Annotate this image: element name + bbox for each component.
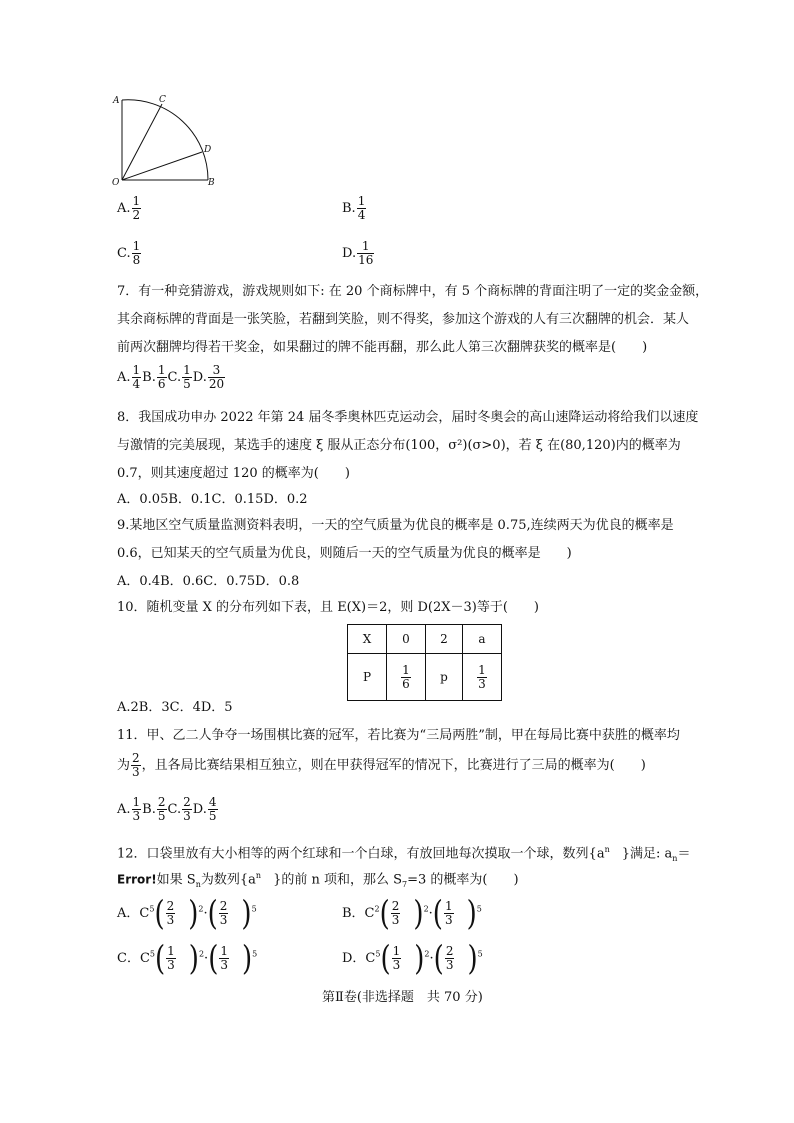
q8-line-1: 8．我国成功申办 2022 年第 24 届冬季奥林匹克运动会，届时冬奥会的高山速降运动将给我们以速度 <box>117 410 699 425</box>
q6-option-b: B. $\frac{1}{4}$ <box>342 194 366 222</box>
q6-option-c: C. $\frac{1}{8}$ <box>117 239 141 267</box>
label-a: A <box>113 96 120 106</box>
table-cell: 2 <box>426 625 463 654</box>
q11-line-2: 为 $\frac{2}{3}$ ，且各局比赛结果相互独立，则在甲获得冠军的情况下，比赛进行了三局的概率为( ) <box>117 751 646 779</box>
table-cell: 0 <box>387 625 426 654</box>
q12-option-a: A．$C^5$( $\frac{2}{3}$ )$^2$·( $\frac{2}{3}$ )$^5$ <box>117 894 257 933</box>
label-d: D <box>204 145 212 155</box>
error-text: Error! <box>117 872 157 887</box>
table-cell: $\frac{1}{6}$ <box>387 654 426 701</box>
q7-line-2: 其余商标牌的背面是一张笑脸，若翻到笑脸，则不得奖，参加这个游戏的人有三次翻牌的机会．某人 <box>117 312 690 327</box>
q12-option-c: C．$C^5$( $\frac{1}{3}$ )$^2$·( $\frac{1}{3}$ )$^5$ <box>117 939 258 978</box>
section-title: 第Ⅱ卷(非选择题 共 70 分) <box>322 990 483 1005</box>
q6-option-a: A. $\frac{1}{2}$ <box>117 194 141 222</box>
q8-line-2: 与激情的完美展现，某选手的速度 ξ 服从正态分布(100，σ²)(σ>0)，若 ξ 在(80,120)内的概率为 <box>117 438 681 453</box>
table-cell: p <box>426 654 463 701</box>
q9-line-1: 9.某地区空气质量监测资料表明，一天的空气质量为优良的概率是 0.75,连续两天为优良的概率是 <box>117 518 674 533</box>
q9-line-2: 0.6，已知某天的空气质量为优良，则随后一天的空气质量为优良的概率是 ) <box>117 546 572 561</box>
q12-line-2: Error!如果 $S_n$为数列{$a^n$ }的前 n 项和，那么 $S_7=3$ 的概率为( ) <box>117 871 519 889</box>
label-o: O <box>112 178 120 188</box>
label-b: B <box>208 178 215 188</box>
q11-options: A. $\frac{1}{3}$ B. $\frac{2}{5}$ C. $\frac{2}{3}$ D. $\frac{4}{5}$ <box>117 795 217 823</box>
quarter-circle-figure <box>112 92 222 188</box>
table-cell: a <box>463 625 502 654</box>
q9-options: A．0.4B．0.6C．0.75D．0.8 <box>117 574 300 589</box>
q6-option-d: D. $\frac{1}{16}$ <box>342 239 374 267</box>
table-cell: X <box>348 625 387 654</box>
table-cell: $\frac{1}{3}$ <box>463 654 502 701</box>
label-c: C <box>159 95 166 105</box>
q7-options: A. $\frac{1}{4}$ B. $\frac{1}{6}$ C. $\frac{1}{5}$ D. $\frac{3}{20}$ <box>117 363 225 391</box>
arc-ab <box>122 100 208 180</box>
q11-line-1: 11．甲、乙二人争夺一场围棋比赛的冠军，若比赛为“三局两胜”制，甲在每局比赛中获胜的概率均 <box>117 728 680 743</box>
q8-options: A．0.05B．0.1C．0.15D．0.2 <box>117 492 308 507</box>
q12-line-1: 12．口袋里放有大小相等的两个红球和一个白球，有放回地每次摸取一个球，数列{$a^n$ }满足: $a_n=$ <box>117 845 691 863</box>
q7-line-3: 前两次翻牌均得若干奖金，如果翻过的牌不能再翻，那么此人第三次翻牌获奖的概率是( ) <box>117 340 648 355</box>
q10-line-1: 10．随机变量 X 的分布列如下表，且 E(X)＝2，则 D(2X－3)等于( ) <box>117 600 539 615</box>
q8-line-3: 0.7，则其速度超过 120 的概率为( ) <box>117 466 350 481</box>
distribution-table <box>347 624 502 701</box>
q10-options: A.2B．3C．4D．5 <box>117 700 233 715</box>
table-cell: P <box>348 654 387 701</box>
q12-option-d: D．$C^5$( $\frac{1}{3}$ )$^2$·( $\frac{2}{3}$ )$^5$ <box>342 939 483 978</box>
q7-line-1: 7．有一种竞猜游戏，游戏规则如下: 在 20 个商标牌中，有 5 个商标牌的背面注明了一定的奖金金额， <box>117 284 709 299</box>
q12-option-b: B．$C^2$( $\frac{2}{3}$ )$^2$·( $\frac{1}{3}$ )$^5$ <box>342 894 482 933</box>
